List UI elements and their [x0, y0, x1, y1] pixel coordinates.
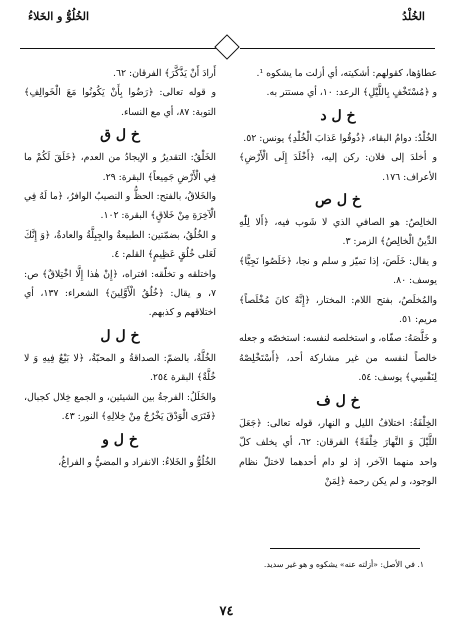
- right-text-column: [239, 64, 437, 491]
- entry-paragraph: الخالِصُ: هو الصافي الذي لا شَوب فيه، ﴿أَلا لِلّٰهِ الدِّينُ الْخالِصُ﴾ الزمر: ٣.: [239, 217, 437, 248]
- header-rule-right: [240, 48, 435, 49]
- entry-paragraph: أَرادَ أَنْ يَذَّكَّرَ﴾ الفرقان: ٦٢.: [113, 68, 216, 79]
- root-heading: خ ل د: [320, 107, 356, 124]
- entry-paragraph: و الخُلُقُ، بضمّتين: الطبيعةُ والجِبِلَّةُ والعادةُ، ﴿وَ إِنَّكَ لَعَلى خُلُقٍ عَظِيمٍ﴾ القلم: ٤.: [24, 229, 216, 261]
- footnote-rule: [270, 548, 420, 549]
- entry-paragraph: و يقال: خَلَصَ، إذا تميّز و سلم و نجا، ﴿خَلَصُوا نَجِيًّا﴾ يوسف: ٨٠.: [239, 255, 437, 287]
- entry-paragraph: والمُخلَصُ، بفتح اللام: المختار، ﴿إِنَّهُ كانَ مُخْلَصاً﴾ مريم: ٥١.: [239, 294, 437, 326]
- entry-paragraph: الخِلْفَةُ: اختلافُ الليل و النهار، قوله تعالى: ﴿جَعَلَ اللَّيْلَ وَ النَّهارَ خِلْفَةً﴾ الفرقان: ٦٢، أي يخلف كلّ واحد منهما الآخر، إذ لو دام أحدهما لاختلّ نظام الوجود، و لم يكن رحمة ﴿لِمَنْ: [239, 417, 437, 487]
- entry-paragraph: و ﴿مُسْتَخْفٍ بِاللَّيْلِ﴾ الرعد: ١٠، أي مستتر به.: [266, 87, 437, 99]
- entry-paragraph: و أخلدَ إلى فلان: ركن إليه، ﴿أَخْلَدَ إِلَى الْأَرْضِ﴾ الأعراف: ١٧٦.: [239, 152, 437, 183]
- entry-paragraph: الخُلَّةُ، بالضمّ: الصداقةُ و المحبّةُ، ﴿لا بَيْعٌ فِيهِ وَ لا خُلَّةٌ﴾ البقرة ٢٥٤.: [24, 352, 216, 384]
- entry-paragraph: الخَلْقُ: التقديرُ و الإيجادُ من العدم، ﴿خَلَقَ لَكُمْ ما فِي الْأَرْضِ جَمِيعاً﴾ البقرة: ٢٩.: [24, 152, 216, 183]
- root-heading: خ ل ص: [315, 192, 361, 209]
- entry-paragraph: و قوله تعالى: ﴿رَضُوا بِأَنْ يَكُونُوا مَعَ الْخَوالِفِ﴾ التوبة: ٨٧، أي مع النساء.: [24, 87, 216, 118]
- root-heading: خ ل ل: [100, 327, 140, 344]
- page-number: ٧٤: [219, 604, 234, 619]
- entry-paragraph: عطاؤها، كقولهم: أشكيته، أي أزلت ما يشكوه ¹.: [256, 68, 437, 79]
- diamond-ornament-icon: [214, 34, 239, 59]
- left-text-column: [24, 64, 216, 472]
- entry-paragraph: الخُلْدُ: دوامُ البقاء، ﴿ذُوقُوا عَذابَ الْخُلْدِ﴾ يونس: ٥٢.: [243, 132, 437, 144]
- root-heading: خ ل ف: [316, 392, 360, 409]
- entry-paragraph: و خَلَّصَهُ: صفّاه، و استخلصه لنفسه: استخصّه و جعله خالصاً لنفسه من غير مشاركة أحد، ﴿أَسْتَخْلِصْهُ لِنَفْسِي﴾ يوسف: ٥٤.: [239, 333, 437, 384]
- footnote: ١. في الأصل: «أزلته عنه» يشكوه و هو غير سديد.: [263, 560, 424, 569]
- entry-paragraph: والخَلَلُ: الفرجةُ بين الشيئين، و الجمع خِلال كجبال، ﴿فَتَرَى الْوَدْقَ يَخْرُجُ مِنْ خِلالِهِ﴾ النور: ٤٣.: [24, 391, 216, 423]
- root-heading: خ ل و: [102, 431, 138, 448]
- header-rule-left: [20, 48, 216, 49]
- root-heading: خ ل ق: [100, 127, 140, 144]
- entry-paragraph: واختلقه و تخلّقه: افتراه، ﴿إِنْ هٰذا إِلَّا اخْتِلاقٌ﴾ ص: ٧، و يقال: ﴿خُلُقُ الْأَوَّلِينَ﴾ الشعراء: ١٣٧، أي اختلاقهم و كذبهم.: [24, 268, 216, 319]
- running-header-right: الخُلْدُ: [402, 10, 425, 23]
- running-header-left: الخُلُوُّ و الخَلاءُ: [28, 10, 90, 23]
- entry-paragraph: الخُلُوُّ و الخَلاءُ: الانفراد و المضيُّ و الفراغُ،: [58, 456, 216, 468]
- entry-paragraph: والخَلاقُ، بالفتح: الحظُّ و النصيبُ الوافرُ، ﴿ما لَهُ فِي الْآخِرَةِ مِنْ خَلاقٍ﴾ البقرة: ١٠٢.: [24, 191, 216, 222]
